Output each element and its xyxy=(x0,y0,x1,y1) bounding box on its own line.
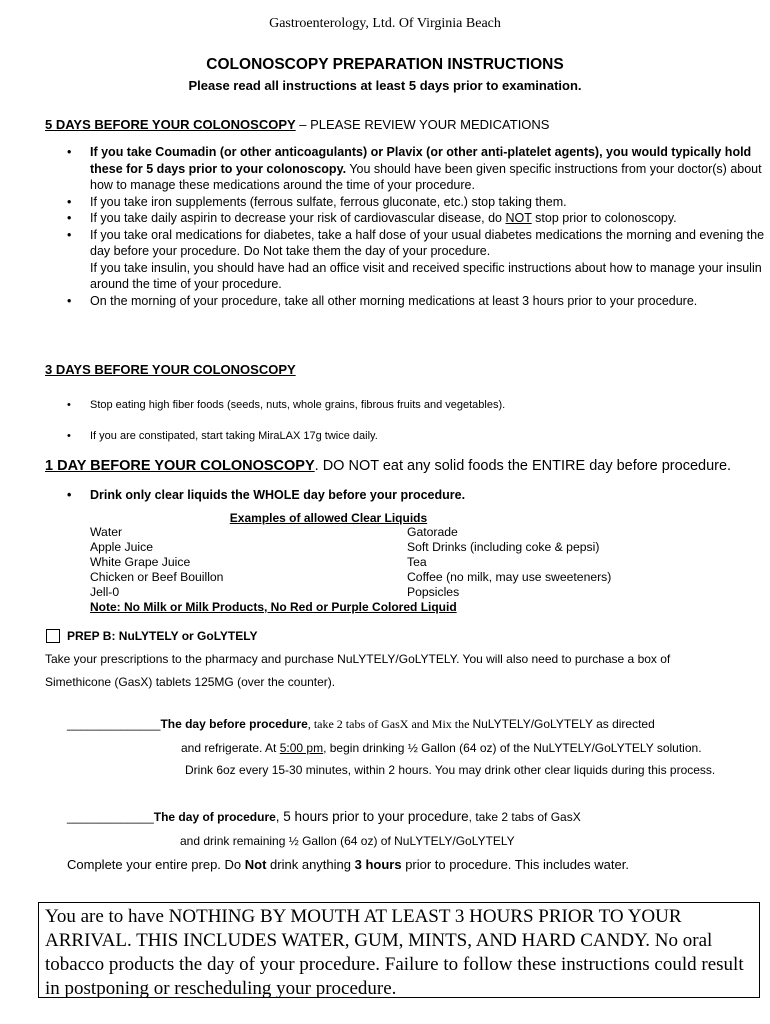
day-of-row xyxy=(67,809,581,824)
one-day-list xyxy=(45,487,767,504)
complete-prep-row xyxy=(67,857,629,872)
coumadin-instruction: If you take Coumadin (or other anticoagulants) or Plavix (or other anti-platelet agents), you would typically hold these for 5 days prior to your colonoscopy. xyxy=(90,145,752,176)
liquid-item: White Grape Juice xyxy=(90,555,191,569)
prep-instruction-line2: Simethicone (GasX) tablets 125MG (over the counter). xyxy=(45,675,336,689)
day-before-refrigerate: and refrigerate. At xyxy=(181,741,280,755)
day-before-row xyxy=(67,717,655,732)
aspirin-text: If you take daily aspirin to decrease your risk of cardiovascular disease, do xyxy=(90,211,506,225)
complete-not: Not xyxy=(244,857,267,872)
day-before-label: The day before procedure xyxy=(160,717,308,731)
liquids-note: Note: No Milk or Milk Products, No Red or Purple Colored Liquid xyxy=(90,600,457,614)
day-of-gasx: , take 2 tabs of GasX xyxy=(468,810,581,824)
day-of-label: The day of procedure xyxy=(153,810,276,824)
three-days-heading-row xyxy=(45,362,296,377)
list-item xyxy=(45,227,767,293)
day-before-time: 5:00 pm xyxy=(279,741,324,755)
five-days-list xyxy=(45,144,767,309)
complete-text-c: prior to procedure. This includes water. xyxy=(401,857,629,872)
day-before-row2 xyxy=(181,741,702,755)
liquid-item: Popsicles xyxy=(407,585,460,599)
list-item: • If you take iron supplements (ferrous sulfate, ferrous gluconate, etc.) stop taking them. xyxy=(45,194,767,211)
list-item xyxy=(45,210,767,227)
five-days-heading-row xyxy=(45,117,549,132)
five-days-heading: 5 DAYS BEFORE YOUR COLONOSCOPY xyxy=(45,117,296,132)
clear-liquids-left-column xyxy=(90,525,223,600)
aspirin-not: NOT xyxy=(505,211,532,225)
one-day-heading: 1 DAY BEFORE YOUR COLONOSCOPY xyxy=(45,458,315,474)
one-day-heading-note: . DO NOT eat any solid foods the ENTIRE day before procedure. xyxy=(314,458,732,474)
clear-liquids-heading: Examples of allowed Clear Liquids xyxy=(229,511,428,525)
clear-liquids-right-column xyxy=(407,525,611,600)
one-day-heading-row xyxy=(45,458,731,474)
list-item: • If you are constipated, start taking MiraLAX 17g twice daily. xyxy=(45,428,767,445)
three-days-list xyxy=(45,397,767,444)
liquid-item: Coffee (no milk, may use sweeteners) xyxy=(407,570,612,584)
three-days-heading: 3 DAYS BEFORE YOUR COLONOSCOPY xyxy=(45,362,296,377)
npo-warning-box: You are to have NOTHING BY MOUTH AT LEAST 3 HOURS PRIOR TO YOUR ARRIVAL. THIS INCLUDES WATER, GUM, MINTS, AND HARD CANDY. No oral tobacco products the day of your procedure. Failure to follow these instructions could result in postponing or rescheduling your procedure. xyxy=(38,902,760,998)
complete-text-b: drink anything xyxy=(266,857,355,872)
complete-hours: 3 hours xyxy=(354,857,402,872)
liquid-item: Jell-0 xyxy=(90,585,120,599)
diabetes-text: • If you take oral medications for diabetes, take a half dose of your usual diabetes medications the morning and evening the day before your procedure. Do Not take them the day of your procedure. xyxy=(90,227,765,258)
day-before-text: , take 2 tabs of GasX and Mix the xyxy=(307,717,473,731)
insulin-text: If you take insulin, you should have had an office visit and received specific instructions about how to manage your insulin around the time of your procedure. xyxy=(90,260,762,291)
day-before-drinking: , begin drinking ½ Gallon (64 oz) of the NuLYTELY/GoLYTELY solution. xyxy=(323,741,702,755)
complete-text: Complete your entire prep. Do xyxy=(67,857,245,872)
list-item: • Stop eating high fiber foods (seeds, nuts, whole grains, fibrous fruits and vegetables). xyxy=(45,397,767,414)
prep-b-label: PREP B: NuLYTELY or GoLYTELY xyxy=(67,629,258,643)
day-before-row3: Drink 6oz every 15-30 minutes, within 2 hours. You may drink other clear liquids during this process. xyxy=(185,763,716,777)
liquid-item: Chicken or Beef Bouillon xyxy=(90,570,224,584)
liquid-item: Tea xyxy=(407,555,427,569)
prep-b-checkbox[interactable] xyxy=(46,629,60,643)
list-item: • On the morning of your procedure, take all other morning medications at least 3 hours prior to your procedure. xyxy=(45,293,767,310)
page-title: COLONOSCOPY PREPARATION INSTRUCTIONS xyxy=(206,56,564,73)
day-of-row2: and drink remaining ½ Gallon (64 oz) of NuLYTELY/GoLYTELY xyxy=(180,834,515,848)
day-of-blank[interactable]: _____________ xyxy=(67,810,154,824)
day-before-blank[interactable]: ______________ xyxy=(67,717,161,731)
liquid-item: Apple Juice xyxy=(90,540,154,554)
list-item: • Drink only clear liquids the WHOLE day before your procedure. xyxy=(45,487,767,504)
prep-instruction-line1: Take your prescriptions to the pharmacy and purchase NuLYTELY/GoLYTELY. You will also need to purchase a box of xyxy=(45,652,671,666)
coumadin-instruction-rest: You should have been given specific instructions from your doctor(s) about how to manage these medications around the time of your procedure. xyxy=(90,161,762,192)
liquid-item: Soft Drinks (including coke & pepsi) xyxy=(407,540,600,554)
liquid-item: Gatorade xyxy=(407,525,458,539)
five-days-heading-note: – PLEASE REVIEW YOUR MEDICATIONS xyxy=(295,117,550,132)
clinic-header: Gastroenterology, Ltd. Of Virginia Beach xyxy=(269,16,501,31)
page-subtitle: Please read all instructions at least 5 days prior to examination. xyxy=(188,78,582,93)
list-item xyxy=(45,144,767,194)
day-of-hours: , 5 hours prior to your procedure xyxy=(275,809,469,824)
day-before-text-b: NuLYTELY/GoLYTELY as directed xyxy=(472,717,655,731)
liquid-item: Water xyxy=(90,525,123,539)
aspirin-text-end: stop prior to colonoscopy. xyxy=(531,211,677,225)
